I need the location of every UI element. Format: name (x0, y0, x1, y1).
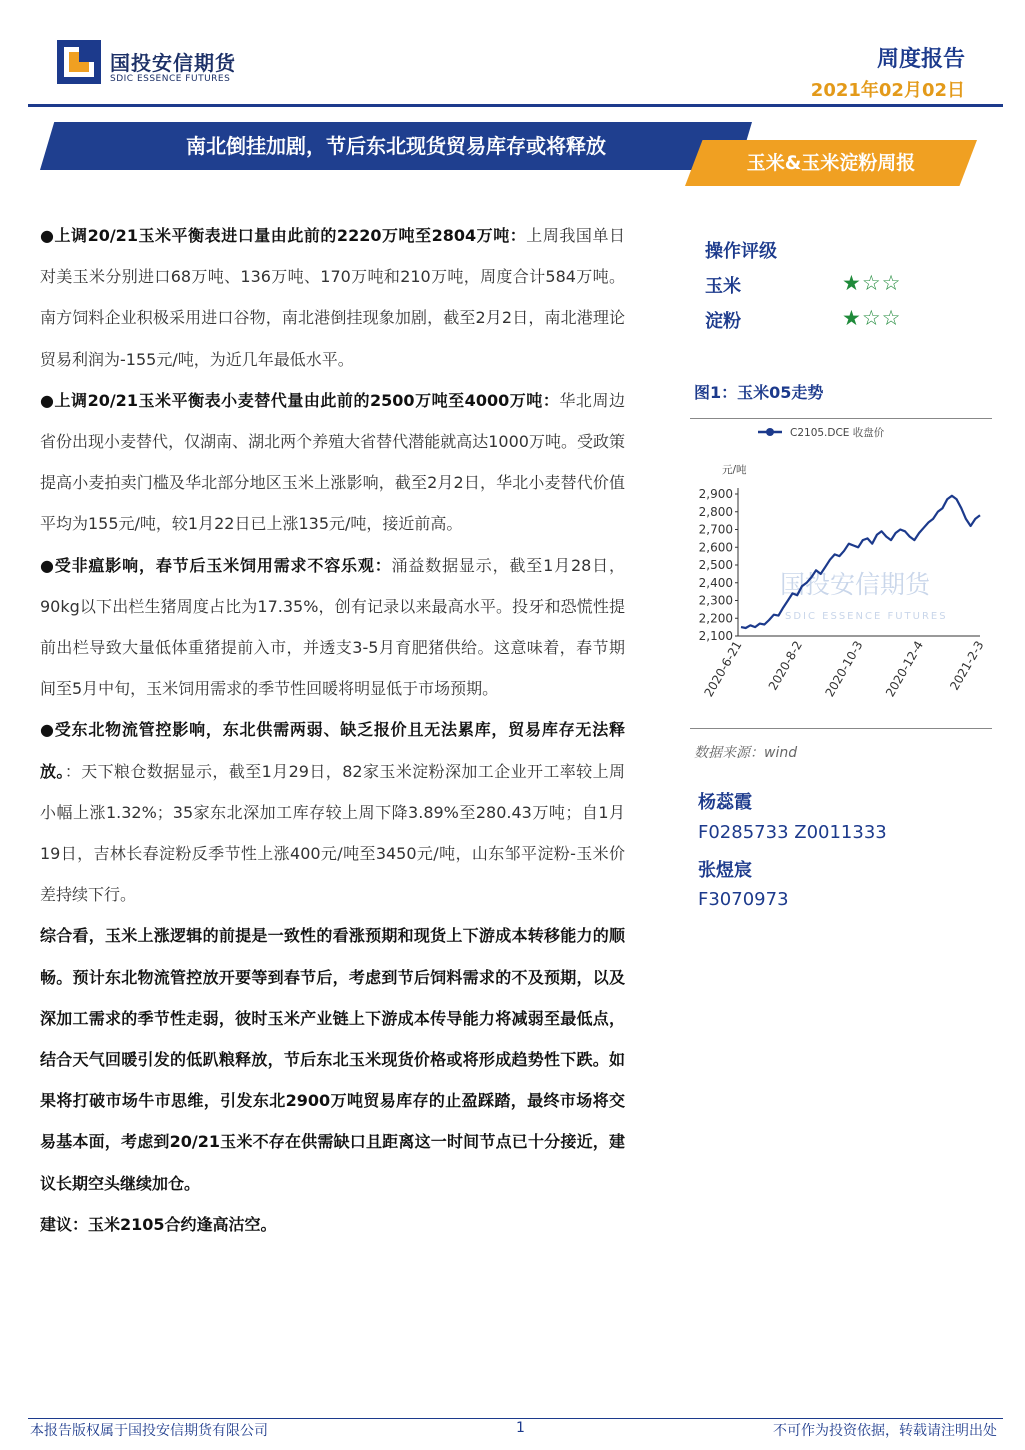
paragraph-body: ：天下粮仓数据显示，截至1月29日，82家玉米淀粉深加工企业开工率较上周小幅上涨1.32%；35家东北深加工库存较上周下降3.89%至280.43万吨；自1月19日，吉林长春淀粉反季节性上涨400元/吨至3450元/吨，山东邹平淀粉-玉米价差持续下行。 (40, 761, 625, 905)
y-tick-label: 2,600 (698, 540, 733, 555)
report-type: 周度报告 (876, 47, 965, 72)
paragraph-heading: ●上调20/21玉米平衡表小麦替代量由此前的2500万吨至4000万吨： (40, 390, 560, 410)
brand-name-cn: 国投安信期货 (110, 51, 236, 75)
figure-bottom-rule (690, 728, 992, 729)
analyst-name-1: 杨蕊霞 (698, 792, 752, 813)
watermark-cn: 国投安信期货 (780, 570, 931, 599)
data-source: 数据来源：wind (694, 745, 798, 761)
paragraph-heading: ●受东北物流管控影响，东北供需两弱、缺乏报价且无法累库，贸易库存无法释放。 (40, 720, 625, 781)
figure-top-rule (690, 418, 992, 419)
chart-watermark (780, 570, 948, 622)
figure-title: 图1：玉米05走势 (694, 383, 824, 402)
series-line (741, 496, 980, 628)
x-tick-label: 2020-12-4 (882, 638, 927, 700)
paragraph-wheat (40, 380, 625, 545)
y-tick-label: 2,100 (698, 629, 733, 643)
rating-label-starch: 淀粉 (705, 311, 741, 332)
y-tick-label: 2,500 (698, 558, 733, 572)
analyst-code-1: F0285733 Z0011333 (698, 822, 887, 843)
price-chart (690, 420, 992, 726)
page-number: 1 (516, 1420, 525, 1436)
main-content (40, 215, 625, 1245)
footer-disclaimer: 不可作为投资依据，转载请注明出处 (773, 1423, 997, 1439)
watermark-en: SDIC ESSENCE FUTURES (785, 611, 948, 622)
conclusion-paragraph: 综合看，玉米上涨逻辑的前提是一致性的看涨预期和现货上下游成本转移能力的顺畅。预计东北物流管控放开要等到春节后，考虑到节后饲料需求的不及预期，以及深加工需求的季节性走弱，彼时玉米产业链上下游成本传导能力将减弱至最低点，结合天气回暖引发的低趴粮释放，节后东北玉米现货价格或将形成趋势性下跌。如果将打破市场牛市思维，引发东北2900万吨贸易库存的止盈踩踏，最终市场将交易基本面，考虑到20/21玉米不存在供需缺口且距离这一时间节点已十分接近，建议长期空头继续加仓。 (40, 926, 625, 1193)
report-subtitle: 玉米&玉米淀粉周报 (746, 152, 916, 174)
legend-label: C2105.DCE 收盘价 (790, 427, 885, 439)
footer-divider (28, 1418, 1003, 1419)
paragraph-asf (40, 545, 625, 710)
company-logo (57, 40, 101, 84)
x-tick-label: 2020-8-2 (765, 638, 806, 693)
analyst-code-2: F3070973 (698, 889, 789, 910)
y-tick-label: 2,700 (698, 522, 733, 537)
y-tick-label: 2,800 (698, 504, 733, 519)
rating-label-corn: 玉米 (705, 276, 741, 297)
x-axis (701, 639, 986, 700)
x-tick-label: 2021-2-3 (947, 638, 987, 693)
paragraph-logistics (40, 709, 625, 915)
header-divider (28, 104, 1003, 107)
suggestion-line: 建议：玉米2105合约逢高沽空。 (40, 1214, 277, 1234)
y-tick-label: 2,400 (698, 575, 733, 590)
y-tick-label: 2,200 (698, 611, 733, 626)
y-tick-label: 2,900 (698, 487, 733, 501)
y-tick-label: 2,300 (698, 593, 733, 608)
rating-title: 操作评级 (705, 241, 777, 262)
rating-stars-corn: ★☆☆ (842, 271, 902, 295)
rating-stars-starch: ★☆☆ (842, 306, 902, 330)
paragraph-import (40, 215, 625, 380)
paragraph-heading: ●受非瘟影响，春节后玉米饲用需求不容乐观： (40, 555, 392, 575)
report-date: 2021年02月02日 (810, 80, 965, 101)
y-axis-unit: 元/吨 (722, 464, 747, 476)
report-title: 南北倒挂加剧，节后东北现货贸易库存或将释放 (186, 134, 606, 158)
paragraph-body: 华北周边省份出现小麦替代，仅湖南、湖北两个养殖大省替代潜能就高达1000万吨。受政策提高小麦拍卖门槛及华北部分地区玉米上涨影响，截至2月2日，华北小麦替代价值平均为155元/吨，较1月22日已上涨135元/吨，接近前高。 (40, 390, 625, 534)
paragraph-body: 涌益数据显示，截至1月28日，90kg以下出栏生猪周度占比为17.35%，创有记录以来最高水平。投牙和恐慌性提前出栏导致大量低体重猪提前入市，并透支3-5月育肥猪供给。这意味着，春节期间至5月中旬，玉米饲用需求的季节性回暖将明显低于市场预期。 (40, 555, 625, 699)
paragraph-body: 上周我国单日对美玉米分别进口68万吨、136万吨、170万吨和210万吨，周度合计584万吨。南方饲料企业积极采用进口谷物，南北港倒挂现象加剧，截至2月2日，南北港理论贸易利润为-155元/吨，为近几年最低水平。 (40, 226, 625, 369)
analyst-name-2: 张煜宸 (698, 860, 752, 881)
chart-legend (758, 426, 885, 439)
paragraph-heading: ●上调20/21玉米平衡表进口量由此前的2220万吨至2804万吨： (40, 226, 527, 245)
x-tick-label: 2020-6-21 (701, 638, 745, 700)
x-tick-label: 2020-10-3 (822, 638, 866, 700)
footer-copyright: 本报告版权属于国投安信期货有限公司 (30, 1423, 268, 1439)
brand-name-en: SDIC ESSENCE FUTURES (110, 74, 231, 84)
